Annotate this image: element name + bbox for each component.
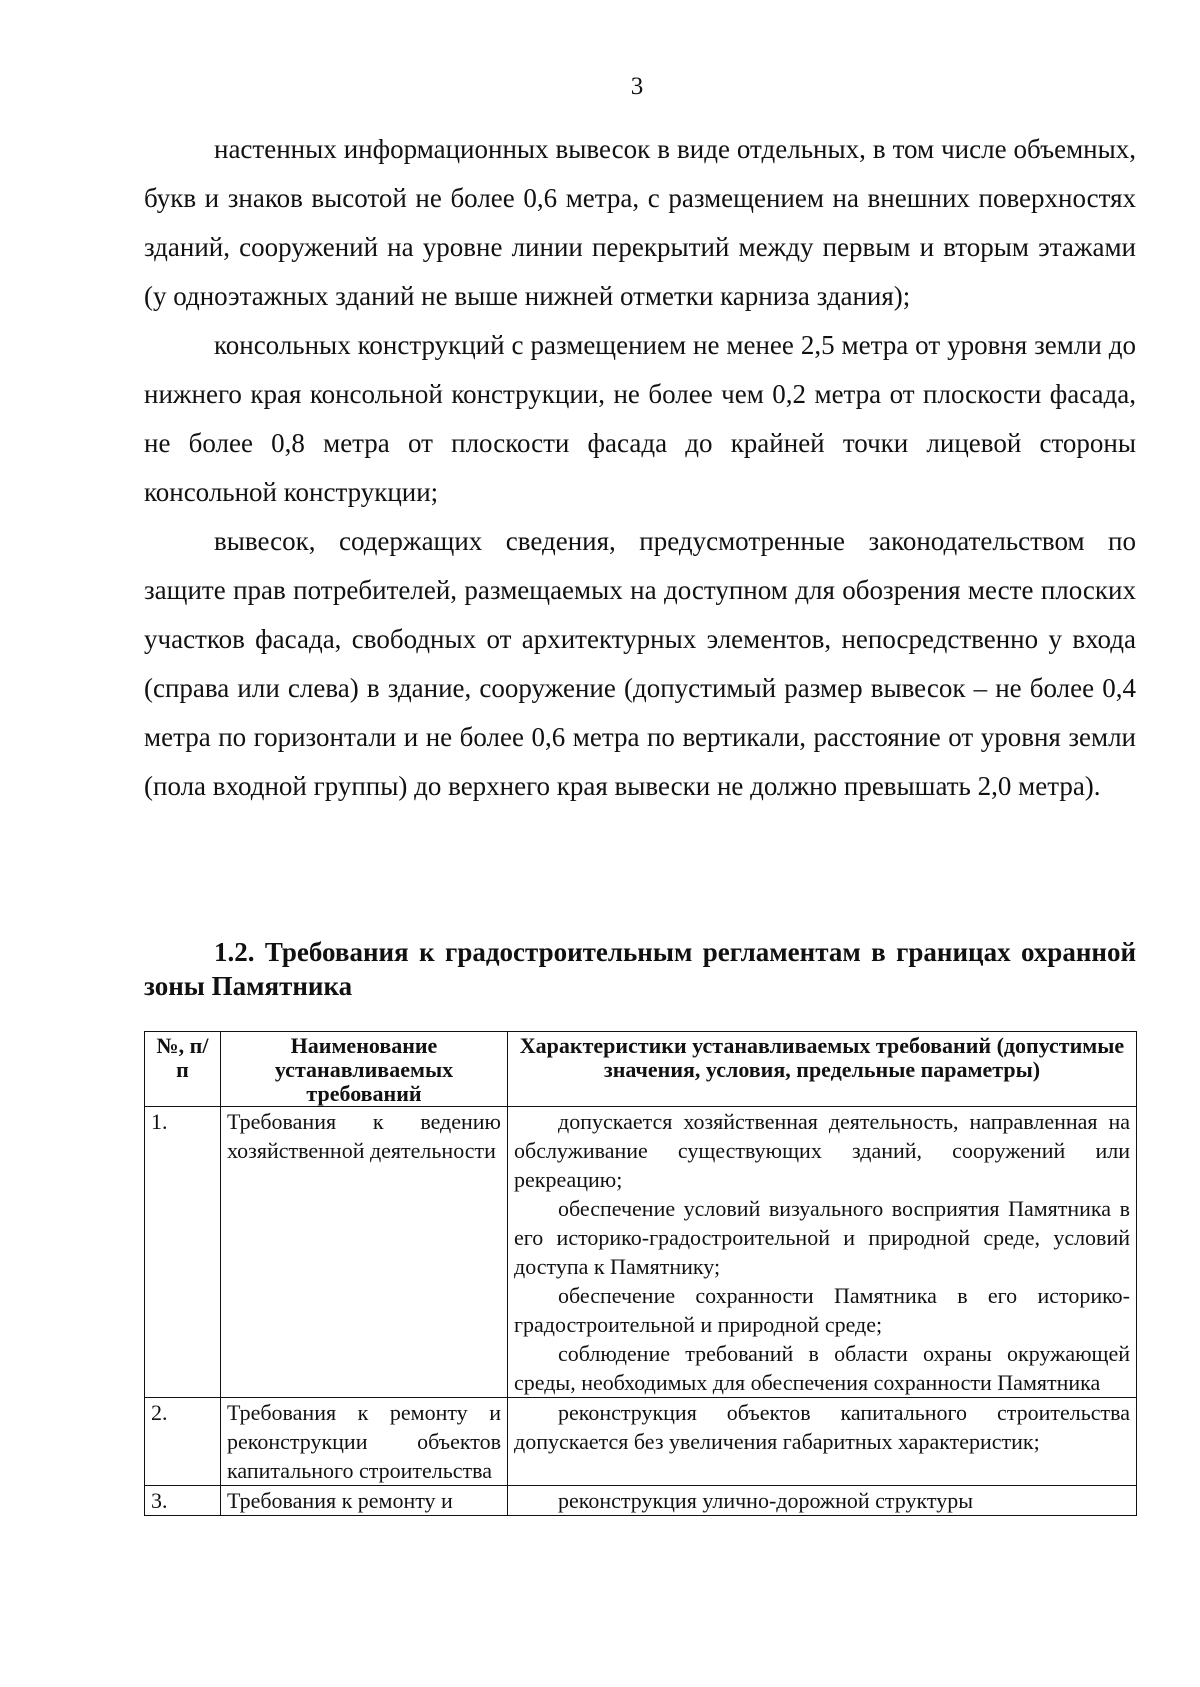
row-number: 1. [145, 1107, 221, 1398]
row-name: Требования к ведению хозяйственной деятельности [221, 1107, 508, 1398]
row-characteristics [508, 1107, 1137, 1398]
table-row [145, 1398, 1137, 1486]
requirements-table [144, 1031, 1137, 1516]
header-number: №, п/п [145, 1032, 221, 1107]
row-characteristics [508, 1486, 1137, 1516]
row-number: 3. [145, 1486, 221, 1516]
characteristic-item: реконструкция объектов капитального строительства допускается без увеличения габаритных характеристик; [514, 1400, 1130, 1454]
row-name: Требования к ремонту и [221, 1486, 508, 1516]
header-name: Наименование устанавливаемых требований [221, 1032, 508, 1107]
paragraph-wall-signs: настенных информационных вывесок в виде отдельных, в том числе объемных, букв и знаков высотой не более 0,6 метра, с размещением на внешних поверхностях зданий, сооружений на уровне линии перекрытий между первым и вторым этажами (у одноэтажных зданий не выше нижней отметки карниза здания); [144, 134, 1136, 311]
paragraph-consumer-signs: вывесок, содержащих сведения, предусмотренные законодательством по защите прав потребителей, размещаемых на доступном для обозрения месте плоских участков фасада, свободных от архитектурных элементов, непосредственно у входа (справа или слева) в здание, сооружение (допустимый размер вывесок – не более 0,4 метра по горизонтали и не более 0,6 метра по вертикали, расстояние от уровня земли (пола входной группы) до верхнего края вывески не должно превышать 2,0 метра). [144, 526, 1136, 801]
row-characteristics [508, 1398, 1137, 1486]
header-characteristics: Характеристики устанавливаемых требований (допустимые значения, условия, предельные параметры) [508, 1032, 1137, 1107]
row-name: Требования к ремонту и реконструкции объектов капитального строительства [221, 1398, 508, 1486]
row-number: 2. [145, 1398, 221, 1486]
characteristic-item: обеспечение условий визуального восприятия Памятника в его историко-градостроительной и природной среде, условий доступа к Памятнику; [514, 1196, 1130, 1279]
table-row [145, 1486, 1137, 1516]
characteristic-item: реконструкция улично-дорожной структуры [558, 1488, 974, 1513]
characteristic-item: допускается хозяйственная деятельность, направленная на обслуживание существующих зданий, сооружений или рекреацию; [514, 1109, 1130, 1192]
body-text [144, 125, 1136, 811]
paragraph-console-structures: консольных конструкций с размещением не менее 2,5 метра от уровня земли до нижнего края консольной конструкции, не более чем 0,2 метра от плоскости фасада, не более 0,8 метра от плоскости фасада до крайней точки лицевой стороны консольной конструкции; [144, 330, 1136, 507]
table-header-row [145, 1032, 1137, 1107]
characteristic-item: обеспечение сохранности Памятника в его историко-градостроительной и природной среде; [514, 1283, 1130, 1337]
table-row [145, 1107, 1137, 1398]
characteristic-item: соблюдение требований в области охраны окружающей среды, необходимых для обеспечения сохранности Памятника [514, 1341, 1130, 1395]
section-heading: 1.2. Требования к градостроительным регламентам в границах охранной зоны Памятника [144, 937, 1136, 1001]
page-number: 3 [630, 73, 644, 100]
